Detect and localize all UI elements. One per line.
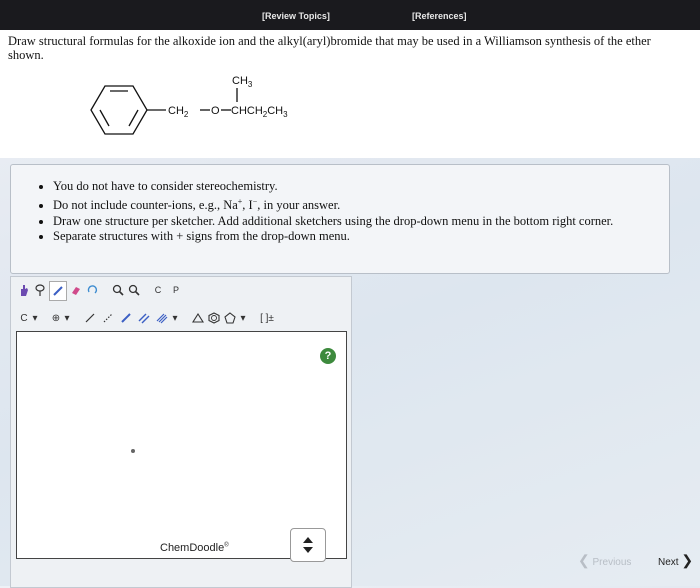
copy-c-button[interactable]: [151, 281, 165, 299]
charge-dropdown-icon[interactable]: ▾: [64, 312, 70, 324]
triple-bond-icon[interactable]: [155, 309, 169, 327]
instruction-item: • You do not have to consider stereochemistry.: [53, 179, 669, 194]
benzene-double-3: [100, 110, 109, 126]
help-icon[interactable]: ?: [320, 348, 336, 364]
ether-structure-svg: [80, 68, 380, 148]
element-dropdown-icon[interactable]: ▾: [32, 312, 38, 324]
c-label: C: [154, 285, 162, 295]
review-topics-link[interactable]: [Review Topics]: [262, 11, 330, 21]
dashed-bond-icon[interactable]: [101, 309, 115, 327]
chch2ch3-label: $CHCH_2CH_3$: [231, 105, 288, 119]
next-label: Next: [658, 557, 679, 568]
eraser-icon[interactable]: [69, 281, 83, 299]
element-c-button[interactable]: C: [20, 312, 28, 324]
rotate-icon[interactable]: [85, 281, 99, 299]
benzene-hexagon: [91, 86, 147, 134]
wedge-bond-icon[interactable]: [119, 309, 133, 327]
chevron-left-icon: ❮: [578, 552, 590, 568]
instruction-item: • Separate structures with + signs from the drop-down menu.: [53, 229, 669, 244]
stepper-arrows-icon: [301, 535, 315, 555]
instructions-box: [10, 164, 670, 274]
oxygen-label: O: [211, 105, 220, 117]
single-bond-icon[interactable]: [83, 309, 97, 327]
next-button[interactable]: [658, 552, 693, 569]
top-bar: [0, 0, 700, 30]
bond-dropdown-icon[interactable]: ▾: [172, 312, 178, 324]
references-link[interactable]: [References]: [412, 11, 467, 21]
canvas-cursor-dot: [131, 449, 135, 453]
question-panel: [0, 30, 700, 158]
instruction-item: • Do not include counter-ions, e.g., Na+, I−, in your answer.: [53, 194, 669, 213]
sketcher-toolbar-top: [11, 281, 351, 307]
instruction-item: • Draw one structure per sketcher. Add additional sketchers using the drop-down menu in the bottom right corner.: [53, 214, 669, 229]
hand-icon[interactable]: [17, 281, 31, 299]
previous-label: Previous: [592, 557, 632, 568]
ch2-label: $CH_2$: [168, 105, 189, 119]
ring-dropdown-icon[interactable]: ▾: [240, 312, 246, 324]
bracket-tool[interactable]: [ ]±: [260, 312, 274, 324]
zoom-in-icon[interactable]: [111, 281, 125, 299]
sketcher-count-stepper[interactable]: [290, 528, 326, 562]
zoom-out-icon[interactable]: [127, 281, 141, 299]
chemdoodle-label: ChemDoodle®: [160, 542, 229, 554]
double-bond-icon[interactable]: [137, 309, 151, 327]
p-label: P: [172, 285, 179, 295]
benzene-ring-icon[interactable]: [207, 309, 221, 327]
benzene-double-2: [129, 110, 138, 126]
lasso-icon[interactable]: [33, 281, 47, 299]
cyclopentane-icon[interactable]: [223, 309, 237, 327]
sketcher-toolbar-bottom: [11, 309, 351, 331]
paste-p-button[interactable]: [169, 281, 183, 299]
previous-button[interactable]: [578, 552, 631, 569]
question-prompt: Draw structural formulas for the alkoxide ion and the alkyl(aryl)bromide that may be used in a Williamson synthesis of the ether shown.: [8, 34, 651, 62]
ch3-top-label: $CH_3$: [232, 75, 253, 89]
charge-plus-button[interactable]: ⊕: [51, 312, 61, 324]
drawing-canvas[interactable]: [16, 331, 347, 559]
cyclopropane-icon[interactable]: [191, 309, 205, 327]
chevron-right-icon: ❯: [681, 552, 694, 568]
ether-structure: [80, 68, 380, 153]
pencil-icon[interactable]: [49, 281, 67, 301]
instructions-list: [11, 179, 669, 244]
